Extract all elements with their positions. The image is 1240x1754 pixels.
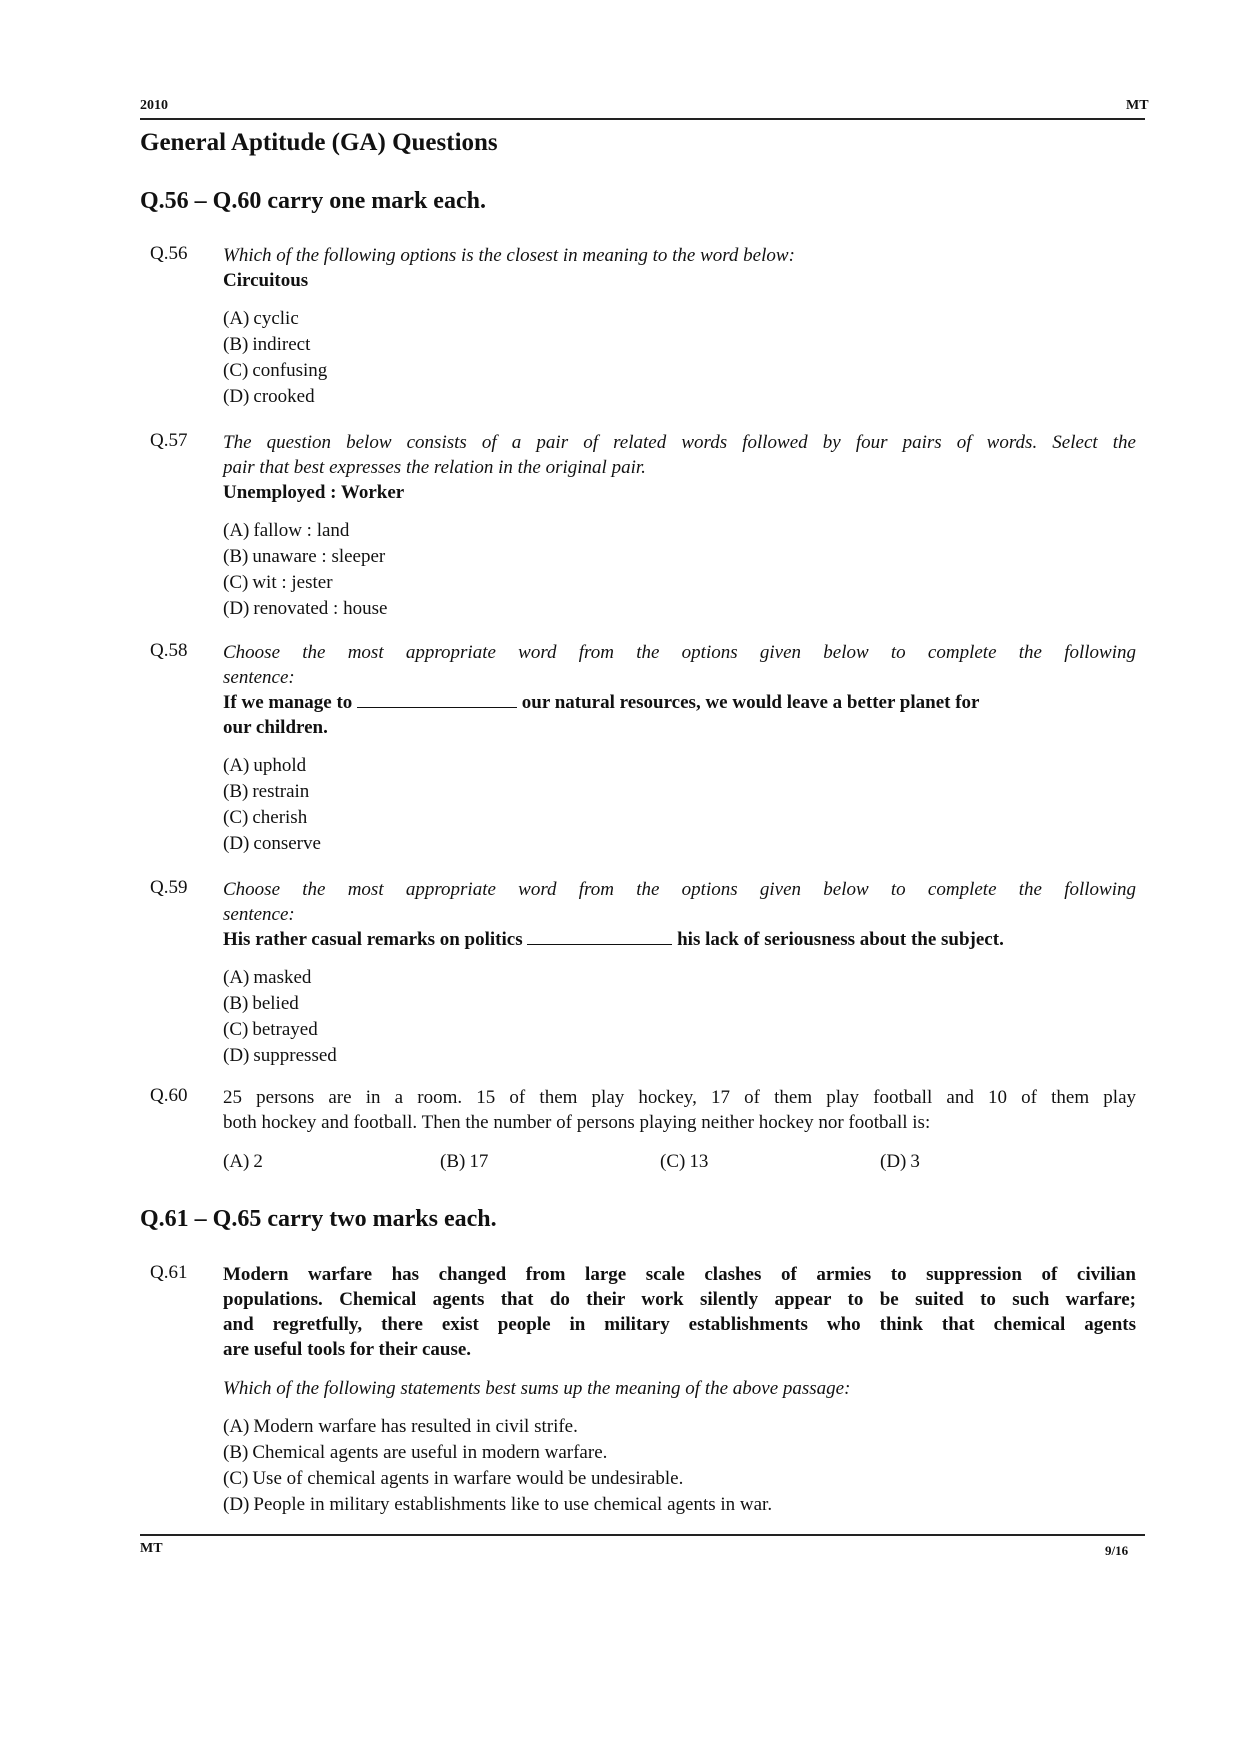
- question-57-keyword: Unemployed : Worker: [223, 482, 405, 503]
- question-58-stem-line1: Choose the most appropriate word from the options given below to complete the following: [223, 642, 1136, 663]
- question-57-options: [223, 518, 1136, 622]
- question-61-passage-line: populations. Chemical agents that do their work silently appear to be suited to such warfare;: [223, 1289, 1136, 1310]
- option-c[interactable]: (C) 13: [660, 1151, 709, 1172]
- block1-heading: Q.56 – Q.60 carry one mark each.: [140, 188, 486, 214]
- question-number-57: Q.57: [150, 430, 188, 451]
- header-year: 2010: [140, 98, 168, 113]
- option-a[interactable]: (A) 2: [223, 1151, 263, 1172]
- footer-divider: [140, 1534, 1145, 1536]
- question-56-stem: Which of the following options is the closest in meaning to the word below:: [223, 245, 795, 266]
- question-58-stem-line2: sentence:: [223, 667, 295, 688]
- question-56-options: [223, 306, 1136, 410]
- option-c[interactable]: (C) confusing: [223, 360, 328, 381]
- question-60-stem-line2: both hockey and football. Then the number of persons playing neither hockey nor football is:: [223, 1112, 931, 1133]
- question-number-61: Q.61: [150, 1262, 188, 1283]
- question-61: [223, 1262, 1136, 1518]
- question-60: [223, 1085, 1136, 1177]
- option-a[interactable]: (A) Modern warfare has resulted in civil strife.: [223, 1416, 578, 1437]
- option-a[interactable]: (A) masked: [223, 967, 312, 988]
- option-c[interactable]: (C) wit : jester: [223, 572, 333, 593]
- question-56: [223, 243, 1136, 410]
- question-59-stem-line2: sentence:: [223, 904, 295, 925]
- option-b[interactable]: (B) Chemical agents are useful in modern warfare.: [223, 1442, 608, 1463]
- question-60-options: [223, 1149, 1136, 1177]
- question-number-58: Q.58: [150, 640, 188, 661]
- question-58-options: [223, 753, 1136, 857]
- option-b[interactable]: (B) 17: [440, 1151, 489, 1172]
- block2-heading: Q.61 – Q.65 carry two marks each.: [140, 1206, 497, 1232]
- fill-in-blank: [357, 693, 517, 708]
- question-61-options: [223, 1414, 1136, 1518]
- option-a[interactable]: (A) fallow : land: [223, 520, 350, 541]
- question-61-passage-line: Modern warfare has changed from large scale clashes of armies to suppression of civilian: [223, 1264, 1136, 1285]
- fill-in-blank: [527, 930, 672, 945]
- question-59-sentence: His rather casual remarks on politics his lack of seriousness about the subject.: [223, 929, 1004, 950]
- option-d[interactable]: (D) renovated : house: [223, 598, 388, 619]
- question-number-60: Q.60: [150, 1085, 188, 1106]
- question-number-59: Q.59: [150, 877, 188, 898]
- footer-paper-code: MT: [140, 1541, 163, 1556]
- option-b[interactable]: (B) restrain: [223, 781, 310, 802]
- question-56-keyword: Circuitous: [223, 270, 309, 291]
- question-57: [223, 430, 1136, 622]
- question-60-stem-line1: 25 persons are in a room. 15 of them play hockey, 17 of them play football and 10 of them play: [223, 1087, 1136, 1108]
- option-c[interactable]: (C) betrayed: [223, 1019, 318, 1040]
- header-divider: [140, 118, 1145, 120]
- question-61-passage-line: are useful tools for their cause.: [223, 1339, 472, 1360]
- question-58-sentence-line2: our children.: [223, 717, 328, 738]
- question-59-options: [223, 965, 1136, 1069]
- section-title: General Aptitude (GA) Questions: [140, 129, 498, 156]
- question-61-passage-line: and regretfully, there exist people in military establishments who think that chemical agents: [223, 1314, 1136, 1335]
- question-number-56: Q.56: [150, 243, 188, 264]
- question-61-prompt: Which of the following statements best sums up the meaning of the above passage:: [223, 1378, 851, 1399]
- option-c[interactable]: (C) Use of chemical agents in warfare would be undesirable.: [223, 1468, 684, 1489]
- question-58-sentence: If we manage to our natural resources, we would leave a better planet for: [223, 692, 980, 713]
- option-b[interactable]: (B) indirect: [223, 334, 311, 355]
- option-d[interactable]: (D) People in military establishments like to use chemical agents in war.: [223, 1494, 773, 1515]
- question-59: [223, 877, 1136, 1069]
- option-d[interactable]: (D) suppressed: [223, 1045, 337, 1066]
- option-c[interactable]: (C) cherish: [223, 807, 308, 828]
- option-b[interactable]: (B) belied: [223, 993, 299, 1014]
- option-a[interactable]: (A) cyclic: [223, 308, 299, 329]
- option-d[interactable]: (D) 3: [880, 1151, 920, 1172]
- option-b[interactable]: (B) unaware : sleeper: [223, 546, 386, 567]
- header-paper-code: MT: [1126, 98, 1149, 113]
- page-number: 9/16: [1105, 1543, 1129, 1558]
- question-57-stem-line1: The question below consists of a pair of related words followed by four pairs of words. Select the: [223, 432, 1136, 453]
- option-d[interactable]: (D) crooked: [223, 386, 315, 407]
- option-d[interactable]: (D) conserve: [223, 833, 321, 854]
- question-59-stem-line1: Choose the most appropriate word from the options given below to complete the following: [223, 879, 1136, 900]
- question-58: [223, 640, 1136, 857]
- question-57-stem-line2: pair that best expresses the relation in the original pair.: [223, 457, 646, 478]
- option-a[interactable]: (A) uphold: [223, 755, 307, 776]
